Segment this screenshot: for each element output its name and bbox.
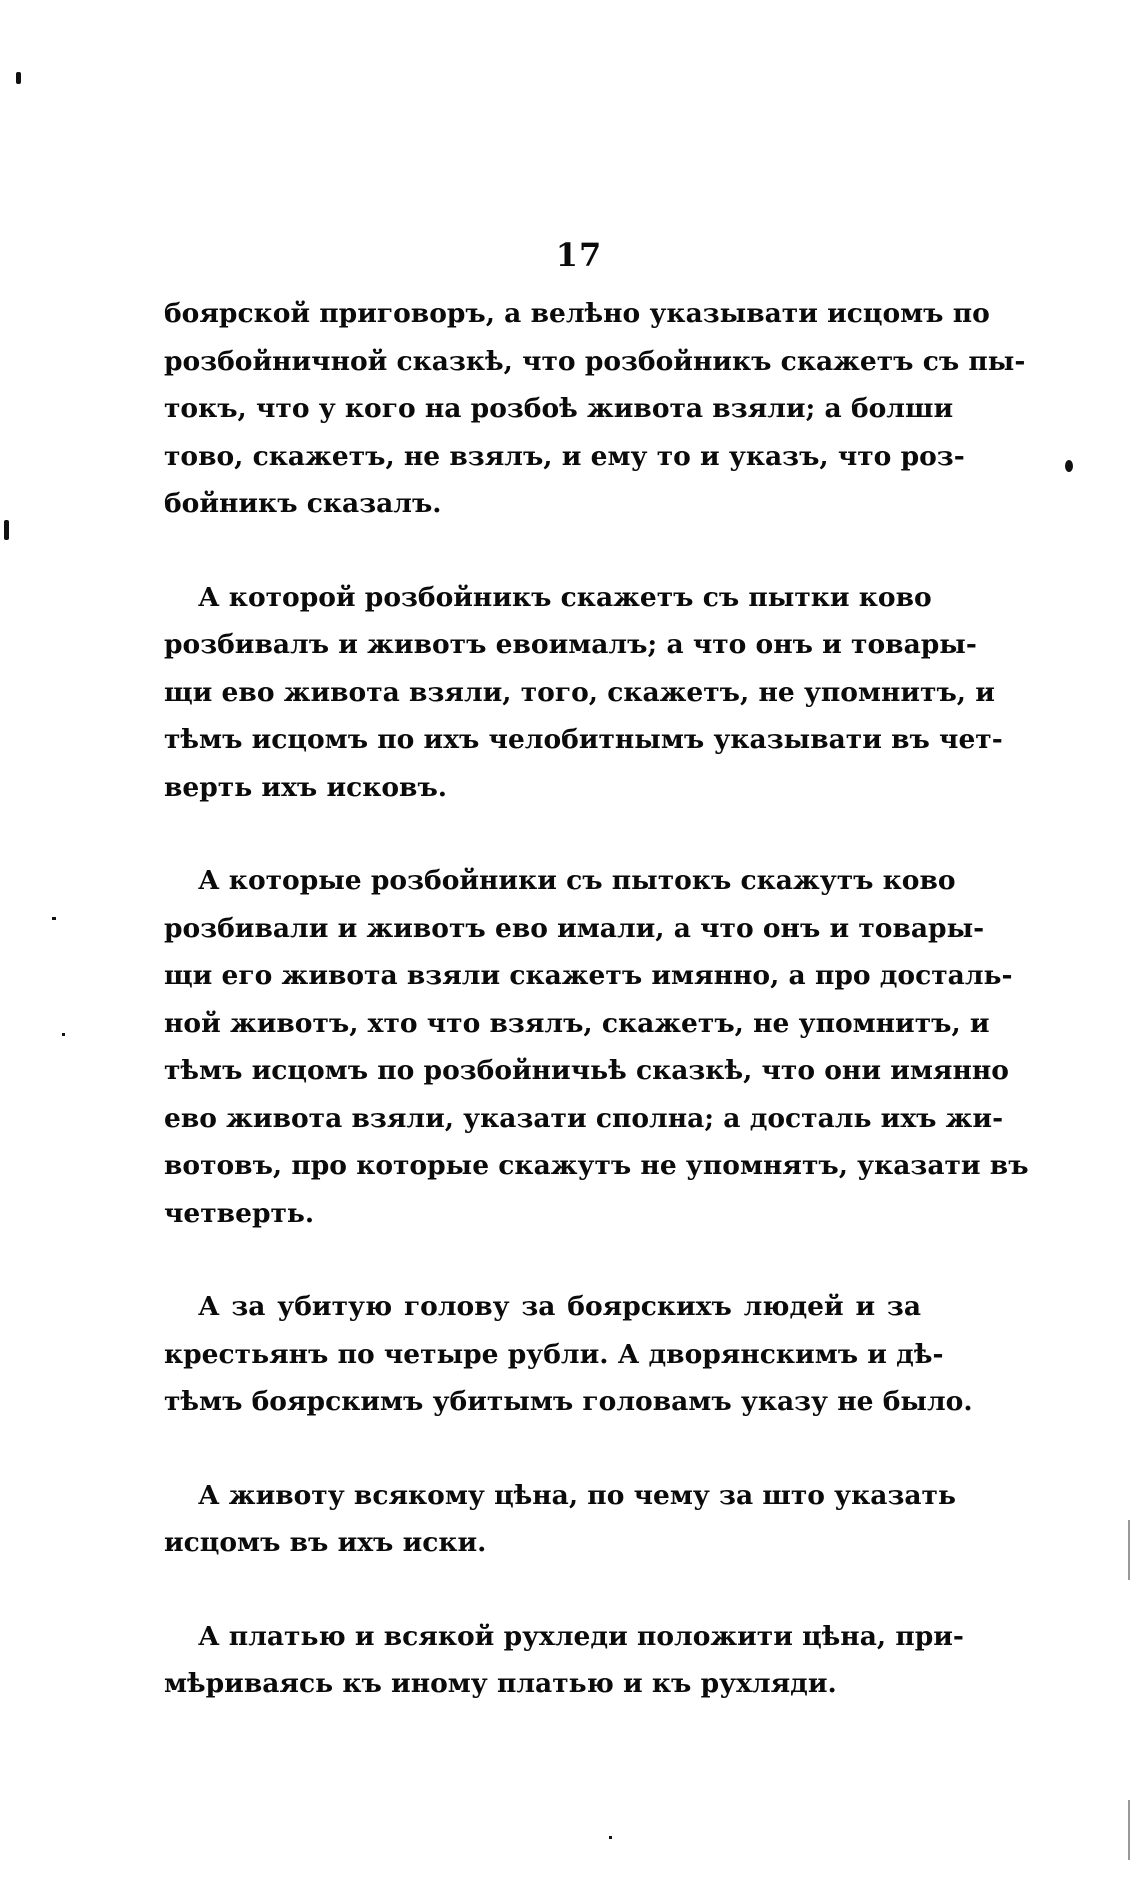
- text-line: розбивалъ и животъ евоималъ; а что онъ и товары-: [164, 629, 977, 660]
- scan-speck: [609, 1836, 612, 1839]
- text-line: четверть.: [164, 1197, 315, 1229]
- text-line: ной животъ, хто что взялъ, скажетъ, не упомнитъ, и: [164, 1007, 990, 1039]
- text-line: токъ, что у кого на розбоѣ живота взяли; а болши: [164, 393, 954, 424]
- text-line: боярской приговоръ, а велѣно указывати исцомъ по: [164, 298, 990, 329]
- page-number: 17: [555, 236, 603, 274]
- text-line: щи его живота взяли скажетъ имянно, а про досталь-: [164, 960, 1013, 991]
- paragraph-6: [164, 1613, 964, 1708]
- text-line: А животу всякому цѣна, по чему за што указать: [198, 1479, 956, 1511]
- text-line: бойникъ сказалъ.: [164, 488, 442, 519]
- text-line: тѣмъ исцомъ по ихъ челобитнымъ указывати въ чет-: [164, 724, 1003, 755]
- text-line: мѣриваясь къ иному платью и къ рухляди.: [164, 1668, 837, 1699]
- text-line: вотовъ, про которые скажутъ не упомнятъ, указати въ: [164, 1150, 1029, 1181]
- text-line: тово, скажетъ, не взялъ, и ему то и указъ, что роз-: [164, 440, 965, 472]
- text-line: ево живота взяли, указати сполна; а досталь ихъ жи-: [164, 1102, 1004, 1134]
- text-line: щи ево живота взяли, того, скажетъ, не упомнитъ, и: [164, 676, 995, 708]
- scan-speck: [1065, 460, 1073, 472]
- text-line: розбивали и животъ ево имали, а что онъ и товары-: [164, 912, 985, 944]
- paragraph-2: [164, 574, 1003, 812]
- text-line: А которые розбойники съ пытокъ скажутъ ково: [198, 865, 956, 896]
- text-line: тѣмъ боярскимъ убитымъ головамъ указу не было.: [164, 1386, 973, 1417]
- scan-speck: [1128, 1520, 1130, 1580]
- paragraph-4: [164, 1283, 973, 1426]
- text-line: крестьянъ по четыре рубли. А дворянскимъ и дѣ-: [164, 1338, 944, 1370]
- text-line: верть ихъ исковъ.: [164, 771, 448, 803]
- scan-speck: [1128, 1800, 1130, 1860]
- scan-speck: [16, 72, 21, 84]
- scan-speck: [52, 917, 56, 920]
- text-line: тѣмъ исцомъ по розбойничьѣ сказкѣ, что они имянно: [164, 1055, 1009, 1086]
- text-line: исцомъ въ ихъ иски.: [164, 1527, 487, 1558]
- text-body: [164, 290, 1029, 1754]
- text-line: А за убитую голову за боярскихъ людей и за: [198, 1291, 921, 1322]
- paragraph-1: [164, 290, 1026, 528]
- scan-speck: [62, 1033, 65, 1036]
- scan-speck: [4, 520, 9, 540]
- paragraph-3: [164, 857, 1029, 1237]
- text-line: А которой розбойникъ скажетъ съ пытки ково: [198, 581, 932, 613]
- paragraph-5: [164, 1472, 956, 1567]
- text-line: розбойничной сказкѣ, что розбойникъ скажетъ съ пы-: [164, 345, 1026, 377]
- text-line: А платью и всякой рухледи положити цѣна, при-: [198, 1620, 964, 1652]
